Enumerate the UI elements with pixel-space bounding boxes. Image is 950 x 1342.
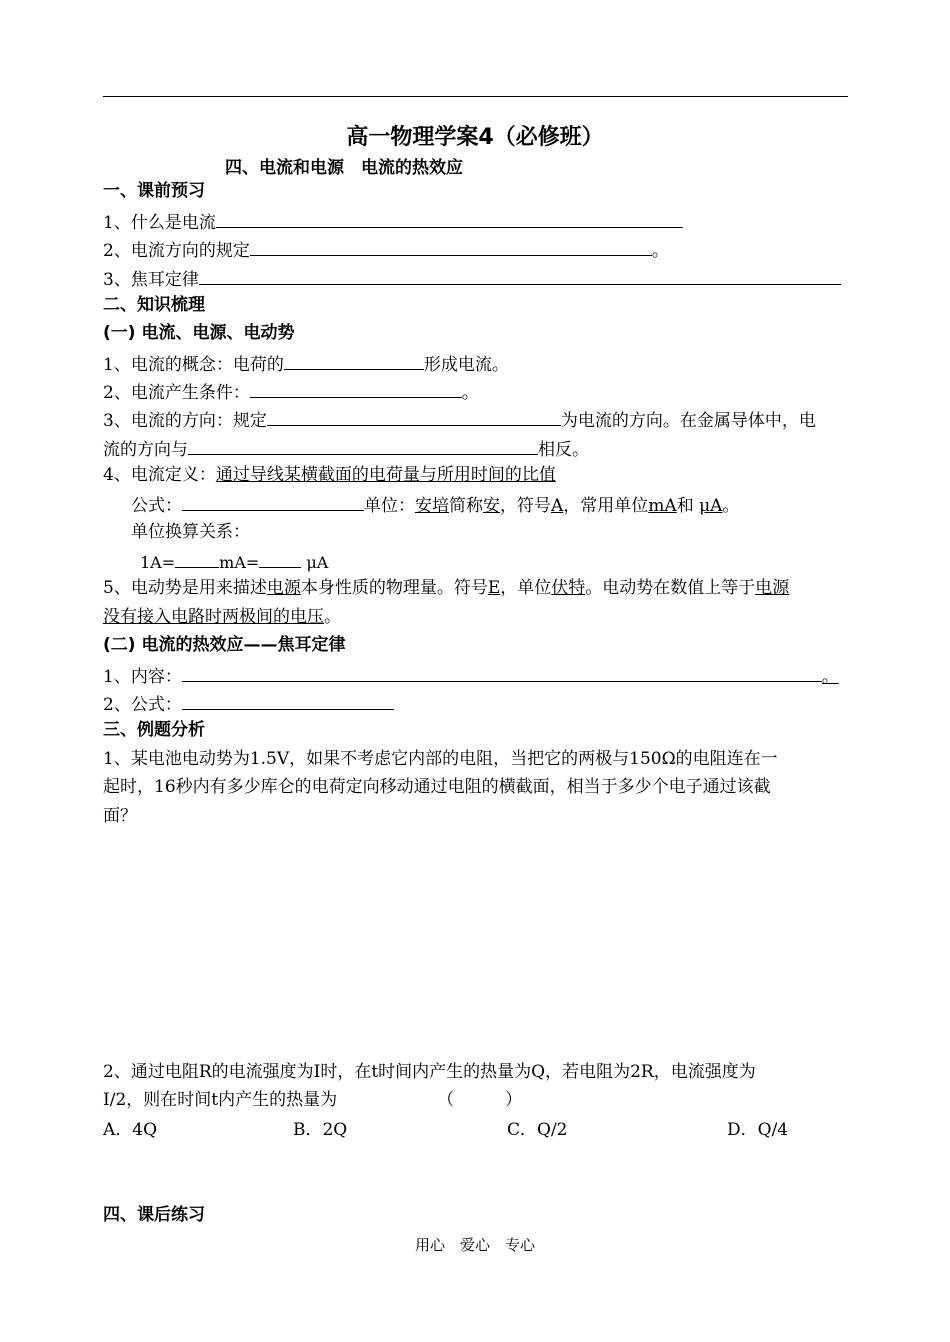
example1-line1: 1、某电池电动势为1.5V，如果不考虑它内部的电阻，当把它的两极与150Ω的电阻连在一 — [103, 749, 778, 769]
section3-heading: 三、例题分析 — [103, 720, 205, 740]
option-a[interactable]: A．4Q — [103, 1120, 158, 1140]
answer-blank[interactable] — [175, 549, 219, 568]
answer-blank[interactable] — [182, 663, 822, 682]
section2-heading: 二、知识梳理 — [103, 295, 205, 315]
example1-line3: 面？ — [103, 806, 137, 826]
subsection2-heading: (二) 电流的热效应——焦耳定律 — [103, 635, 346, 655]
example2-line2: I/2，则在时间t内产生的热量为 （ ） — [103, 1090, 523, 1110]
section4-heading: 四、课后练习 — [103, 1205, 205, 1225]
answer-blank[interactable] — [267, 407, 561, 426]
answer-blank[interactable] — [182, 691, 394, 710]
joule-content: 1、内容： 。 — [103, 663, 839, 688]
header-rule — [103, 96, 848, 97]
option-c[interactable]: C．Q/2 — [507, 1120, 568, 1140]
answer-blank[interactable] — [199, 266, 841, 285]
option-d[interactable]: D．Q/4 — [727, 1120, 789, 1140]
answer-blank[interactable] — [259, 549, 301, 568]
preview-q2: 2、电流方向的规定 。 — [103, 237, 669, 262]
answer-blank[interactable] — [182, 492, 364, 511]
answer-blank[interactable] — [250, 237, 652, 256]
answer-blank[interactable] — [250, 379, 462, 398]
unit-conversion-line: 1A= mA= μA — [140, 549, 328, 574]
knowledge-p5-line1: 5、电动势是用来描述电源本身性质的物理量。符号E，单位伏特。电动势在数值上等于电源 — [103, 578, 790, 598]
preview-q1: 1、什么是电流 — [103, 209, 683, 234]
knowledge-p1: 1、电流的概念：电荷的 形成电流。 — [103, 351, 509, 376]
unit-conversion-label: 单位换算关系： — [131, 522, 250, 542]
knowledge-p4: 4、电流定义：通过导线某横截面的电荷量与所用时间的比值 — [103, 465, 556, 485]
preview-q3: 3、焦耳定律 — [103, 266, 841, 291]
joule-formula: 2、公式： — [103, 691, 394, 716]
knowledge-p3-line2: 流的方向与 相反。 — [103, 436, 589, 461]
answer-blank[interactable] — [216, 209, 683, 228]
section1-heading: 一、课前预习 — [103, 181, 205, 201]
page-subtitle: 四、电流和电源 电流的热效应 — [225, 158, 463, 178]
answer-blank[interactable] — [284, 351, 424, 370]
knowledge-p5-line2: 没有接入电路时两极间的电压。 — [103, 607, 341, 627]
option-b[interactable]: B．2Q — [293, 1120, 348, 1140]
formula-unit-line: 公式： 单位：安培简称安，符号A，常用单位mA和 μA。 — [131, 492, 739, 517]
page-title: 高一物理学案4（必修班） — [346, 125, 604, 150]
page-footer: 用心 爱心 专心 — [414, 1236, 535, 1254]
knowledge-p3-line1: 3、电流的方向：规定 为电流的方向。在金属导体中，电 — [103, 407, 816, 432]
knowledge-p2: 2、电流产生条件： 。 — [103, 379, 479, 404]
answer-blank[interactable] — [188, 436, 538, 455]
subsection1-heading: (一) 电流、电源、电动势 — [103, 323, 295, 343]
example2-line1: 2、通过电阻R的电流强度为I时，在t时间内产生的热量为Q，若电阻为2R，电流强度为 — [103, 1062, 756, 1082]
example1-line2: 起时，16秒内有多少库仑的电荷定向移动通过电阻的横截面，相当于多少个电子通过该截 — [103, 777, 771, 797]
